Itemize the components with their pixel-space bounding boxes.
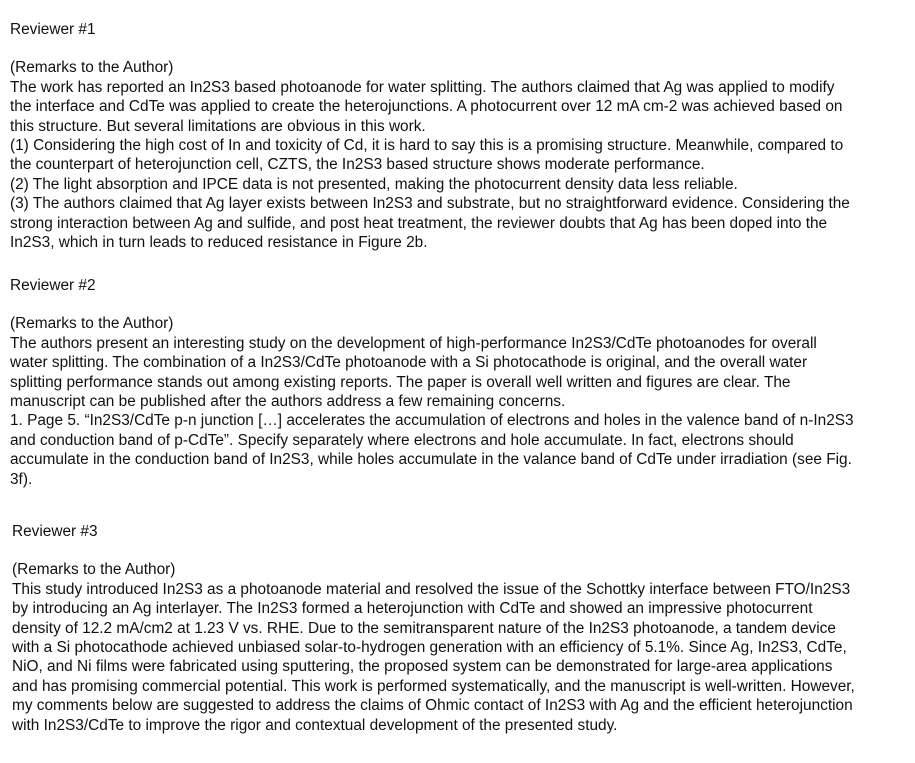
review-line: with a Si photocathode achieved unbiased solar-to-hydrogen generation with an efficiency of 5.1%. Since Ag, In2S3, CdTe, xyxy=(12,639,847,657)
review-line: manuscript can be published after the authors address a few remaining concerns. xyxy=(10,393,566,411)
remarks-label: (Remarks to the Author) xyxy=(12,561,176,579)
review-line: the interface and CdTe was applied to create the heterojunctions. A photocurrent over 12 mA cm-2 was achieved based on xyxy=(10,98,843,116)
review-line: my comments below are suggested to address the claims of Ohmic contact of In2S3 with Ag and the efficient heterojunction xyxy=(12,697,853,715)
review-line: splitting performance stands out among existing reports. The paper is overall well written and figures are clear. The xyxy=(10,373,791,391)
reviewer-2-section xyxy=(10,276,910,489)
review-line: 1. Page 5. “In2S3/CdTe p-n junction […] accelerates the accumulation of electrons and holes in the valence band of n-In2S3 xyxy=(10,412,854,430)
reviewer-heading: Reviewer #2 xyxy=(10,277,96,294)
review-line: NiO, and Ni films were fabricated using sputtering, the proposed system can be demonstrated for large-area applications xyxy=(12,658,833,676)
remarks-label: (Remarks to the Author) xyxy=(10,315,174,333)
review-line: accumulate in the conduction band of In2S3, while holes accumulate in the valance band of CdTe under irradiation (see Fig. xyxy=(10,451,852,469)
reviewer-heading: Reviewer #3 xyxy=(12,523,98,540)
review-line: The authors present an interesting study on the development of high-performance In2S3/CdTe photoanodes for overall xyxy=(10,334,817,352)
review-line: density of 12.2 mA/cm2 at 1.23 V vs. RHE. Due to the semitransparent nature of the In2S3 photoanode, a tandem device xyxy=(12,619,836,637)
reviewer-3-section xyxy=(12,522,912,735)
review-line: water splitting. The combination of a In2S3/CdTe photoanode with a Si photocathode is original, and the overall water xyxy=(10,354,808,372)
review-line: (3) The authors claimed that Ag layer exists between In2S3 and substrate, but no straightforward evidence. Considering the xyxy=(10,195,850,213)
review-line: The work has reported an In2S3 based photoanode for water splitting. The authors claimed that Ag was applied to modify xyxy=(10,78,835,96)
review-line: (1) Considering the high cost of In and toxicity of Cd, it is hard to say this is a promising structure. Meanwhile, compared to xyxy=(10,137,844,155)
review-line: strong interaction between Ag and sulfide, and post heat treatment, the reviewer doubts that Ag has been doped into the xyxy=(10,214,828,232)
review-line: with In2S3/CdTe to improve the rigor and contextual development of the presented study. xyxy=(12,716,618,734)
review-line: In2S3, which in turn leads to reduced resistance in Figure 2b. xyxy=(10,234,428,252)
review-line: and conduction band of p-CdTe”. Specify separately where electrons and hole accumulate. In fact, electrons should xyxy=(10,431,794,449)
review-line: this structure. But several limitations are obvious in this work. xyxy=(10,117,426,135)
review-line: by introducing an Ag interlayer. The In2S3 formed a heterojunction with CdTe and showed an impressive photocurrent xyxy=(12,600,813,618)
review-line: (2) The light absorption and IPCE data is not presented, making the photocurrent density data less reliable. xyxy=(10,175,738,193)
remarks-label: (Remarks to the Author) xyxy=(10,59,174,77)
review-line: 3f). xyxy=(10,470,33,488)
review-line: and has promising commercial potential. This work is performed systematically, and the manuscript is well-written. However, xyxy=(12,677,855,695)
review-line: This study introduced In2S3 as a photoanode material and resolved the issue of the Schottky interface between FTO/In2S3 xyxy=(12,580,851,598)
reviewer-heading: Reviewer #1 xyxy=(10,21,96,38)
review-line: the counterpart of heterojunction cell, CZTS, the In2S3 based structure shows moderate performance. xyxy=(10,156,705,174)
reviewer-1-section xyxy=(10,20,910,252)
